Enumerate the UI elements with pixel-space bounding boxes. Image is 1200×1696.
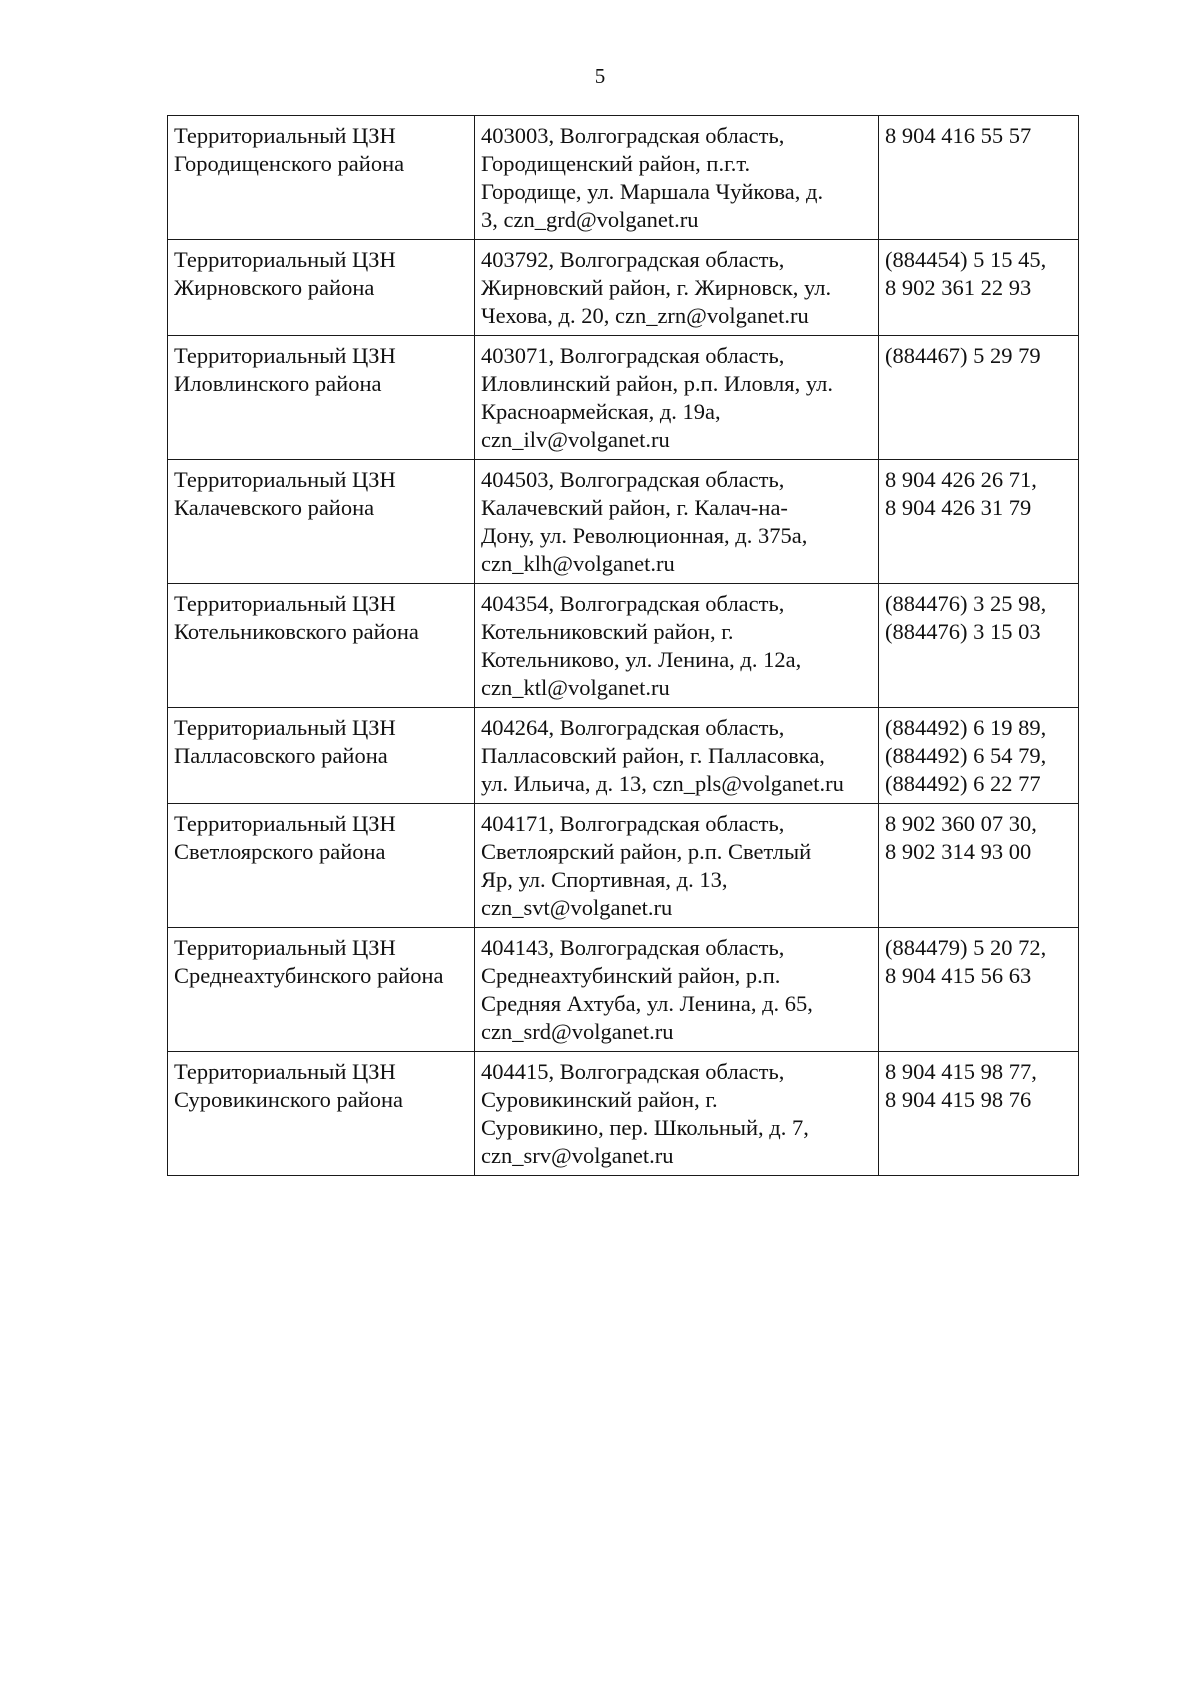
cell-phones bbox=[879, 240, 1079, 336]
cell-address bbox=[475, 928, 879, 1052]
address-line: czn_ilv@volganet.ru bbox=[481, 427, 670, 452]
address-line: Красноармейская, д. 19а, bbox=[481, 399, 721, 424]
phone-line: 8 902 360 07 30, bbox=[885, 811, 1037, 836]
cell-address bbox=[475, 460, 879, 584]
center-name-line: Иловлинского района bbox=[174, 371, 382, 396]
address-line: Городище, ул. Маршала Чуйкова, д. bbox=[481, 179, 824, 204]
address-line: 404503, Волгоградская область, bbox=[481, 467, 785, 492]
address-line: czn_srd@volganet.ru bbox=[481, 1019, 674, 1044]
center-name-line: Территориальный ЦЗН bbox=[174, 247, 396, 272]
center-name-line: Палласовского района bbox=[174, 743, 388, 768]
phone-line: 8 904 426 26 71, bbox=[885, 467, 1037, 492]
cell-address bbox=[475, 116, 879, 240]
center-name-line: Жирновского района bbox=[174, 275, 375, 300]
address-line: 403071, Волгоградская область, bbox=[481, 343, 785, 368]
phone-line: 8 904 415 98 76 bbox=[885, 1087, 1032, 1112]
center-name-line: Территориальный ЦЗН bbox=[174, 811, 396, 836]
address-line: czn_svt@volganet.ru bbox=[481, 895, 673, 920]
cell-address bbox=[475, 804, 879, 928]
cell-address bbox=[475, 240, 879, 336]
center-name-line: Территориальный ЦЗН bbox=[174, 467, 396, 492]
center-name-line: Калачевского района bbox=[174, 495, 375, 520]
phone-line: (884492) 6 54 79, bbox=[885, 743, 1047, 768]
address-line: czn_klh@volganet.ru bbox=[481, 551, 675, 576]
center-name-line: Территориальный ЦЗН bbox=[174, 1059, 396, 1084]
cell-center-name bbox=[168, 240, 475, 336]
table-body bbox=[168, 116, 1079, 1176]
cell-center-name bbox=[168, 584, 475, 708]
address-line: 403792, Волгоградская область, bbox=[481, 247, 785, 272]
table-row bbox=[168, 1052, 1079, 1176]
cell-phones bbox=[879, 584, 1079, 708]
cell-center-name bbox=[168, 116, 475, 240]
phone-line: (884492) 6 19 89, bbox=[885, 715, 1047, 740]
address-line: Калачевский район, г. Калач-на- bbox=[481, 495, 788, 520]
address-line: Суровикино, пер. Школьный, д. 7, bbox=[481, 1115, 809, 1140]
address-line: 404415, Волгоградская область, bbox=[481, 1059, 785, 1084]
cell-phones bbox=[879, 460, 1079, 584]
cell-center-name bbox=[168, 460, 475, 584]
cell-address bbox=[475, 584, 879, 708]
table-row bbox=[168, 336, 1079, 460]
phone-line: (884467) 5 29 79 bbox=[885, 343, 1041, 368]
phone-line: 8 904 426 31 79 bbox=[885, 495, 1032, 520]
address-line: 404143, Волгоградская область, bbox=[481, 935, 785, 960]
table-row bbox=[168, 708, 1079, 804]
address-line: 403003, Волгоградская область, bbox=[481, 123, 785, 148]
address-line: Котельниковский район, г. bbox=[481, 619, 734, 644]
address-line: Суровикинский район, г. bbox=[481, 1087, 718, 1112]
address-line: Средняя Ахтуба, ул. Ленина, д. 65, bbox=[481, 991, 813, 1016]
contacts-table bbox=[167, 115, 1079, 1176]
phone-line: 8 902 361 22 93 bbox=[885, 275, 1032, 300]
table-row bbox=[168, 584, 1079, 708]
center-name-line: Суровикинского района bbox=[174, 1087, 403, 1112]
address-line: Котельниково, ул. Ленина, д. 12а, bbox=[481, 647, 802, 672]
address-line: Палласовский район, г. Палласовка, bbox=[481, 743, 825, 768]
center-name-line: Территориальный ЦЗН bbox=[174, 591, 396, 616]
address-line: Городищенский район, п.г.т. bbox=[481, 151, 751, 176]
cell-center-name bbox=[168, 336, 475, 460]
center-name-line: Территориальный ЦЗН bbox=[174, 715, 396, 740]
table-row bbox=[168, 240, 1079, 336]
table-row bbox=[168, 804, 1079, 928]
phone-line: 8 904 415 56 63 bbox=[885, 963, 1032, 988]
cell-phones bbox=[879, 708, 1079, 804]
address-line: 404171, Волгоградская область, bbox=[481, 811, 785, 836]
address-line: 404264, Волгоградская область, bbox=[481, 715, 785, 740]
cell-address bbox=[475, 336, 879, 460]
phone-line: 8 904 415 98 77, bbox=[885, 1059, 1037, 1084]
cell-address bbox=[475, 1052, 879, 1176]
cell-address bbox=[475, 708, 879, 804]
address-line: 404354, Волгоградская область, bbox=[481, 591, 785, 616]
center-name-line: Светлоярского района bbox=[174, 839, 386, 864]
address-line: Иловлинский район, р.п. Иловля, ул. bbox=[481, 371, 833, 396]
table-row bbox=[168, 116, 1079, 240]
phone-line: (884479) 5 20 72, bbox=[885, 935, 1047, 960]
table-row bbox=[168, 928, 1079, 1052]
cell-phones bbox=[879, 336, 1079, 460]
cell-center-name bbox=[168, 804, 475, 928]
cell-phones bbox=[879, 1052, 1079, 1176]
address-line: czn_ktl@volganet.ru bbox=[481, 675, 670, 700]
center-name-line: Территориальный ЦЗН bbox=[174, 123, 396, 148]
address-line: Чехова, д. 20, czn_zrn@volganet.ru bbox=[481, 303, 809, 328]
phone-line: (884454) 5 15 45, bbox=[885, 247, 1047, 272]
address-line: czn_srv@volganet.ru bbox=[481, 1143, 674, 1168]
address-line: ул. Ильича, д. 13, czn_pls@volganet.ru bbox=[481, 771, 844, 796]
cell-phones bbox=[879, 928, 1079, 1052]
cell-center-name bbox=[168, 928, 475, 1052]
center-name-line: Городищенского района bbox=[174, 151, 405, 176]
address-line: Яр, ул. Спортивная, д. 13, bbox=[481, 867, 728, 892]
phone-line: (884476) 3 15 03 bbox=[885, 619, 1041, 644]
address-line: Светлоярский район, р.п. Светлый bbox=[481, 839, 812, 864]
phone-line: 8 904 416 55 57 bbox=[885, 123, 1032, 148]
cell-phones bbox=[879, 804, 1079, 928]
table-row bbox=[168, 460, 1079, 584]
center-name-line: Котельниковского района bbox=[174, 619, 419, 644]
center-name-line: Среднеахтубинского района bbox=[174, 963, 444, 988]
phone-line: (884476) 3 25 98, bbox=[885, 591, 1047, 616]
address-line: Среднеахтубинский район, р.п. bbox=[481, 963, 781, 988]
center-name-line: Территориальный ЦЗН bbox=[174, 935, 396, 960]
address-line: 3, czn_grd@volganet.ru bbox=[481, 207, 699, 232]
cell-center-name bbox=[168, 1052, 475, 1176]
center-name-line: Территориальный ЦЗН bbox=[174, 343, 396, 368]
page-number: 5 bbox=[594, 64, 606, 88]
phone-line: 8 902 314 93 00 bbox=[885, 839, 1032, 864]
cell-center-name bbox=[168, 708, 475, 804]
address-line: Дону, ул. Революционная, д. 375а, bbox=[481, 523, 808, 548]
phone-line: (884492) 6 22 77 bbox=[885, 771, 1041, 796]
cell-phones bbox=[879, 116, 1079, 240]
address-line: Жирновский район, г. Жирновск, ул. bbox=[481, 275, 832, 300]
